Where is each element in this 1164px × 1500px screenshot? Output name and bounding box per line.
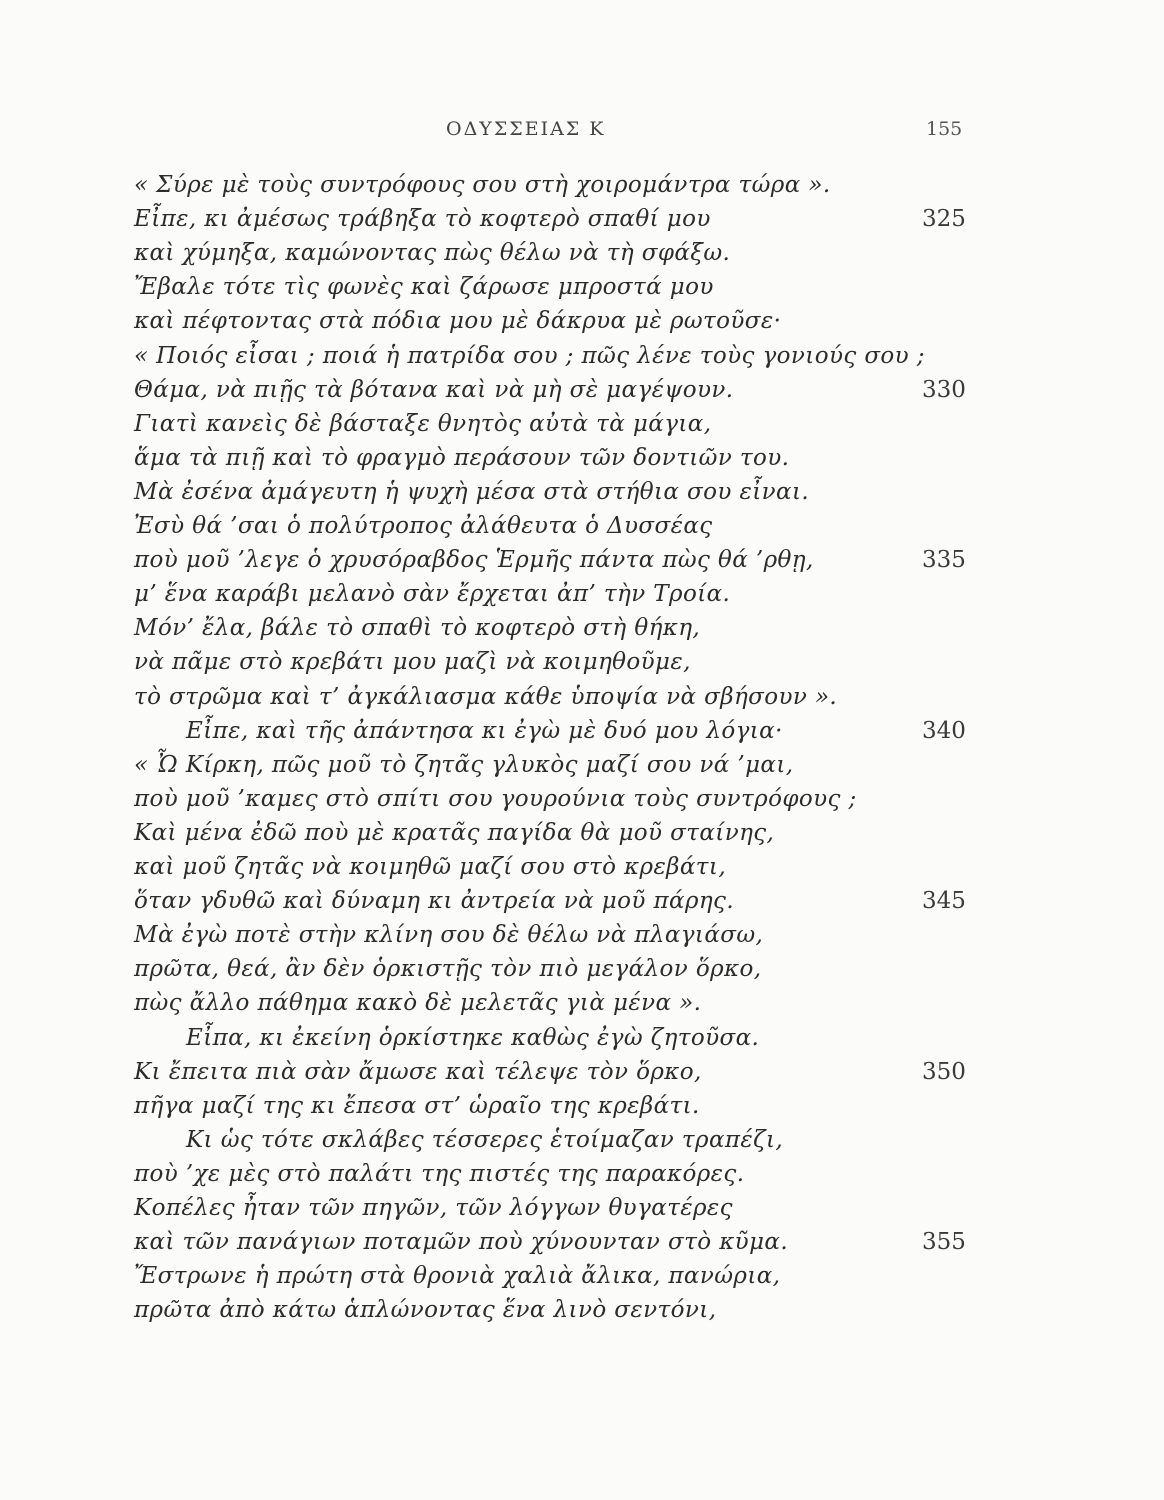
- verse-text: « Ποιός εἶσαι ; ποιά ἡ πατρίδα σου ; πῶς λένε τοὺς γονιούς σου ;: [134, 342, 925, 369]
- verse-text: « Σύρε μὲ τοὺς συντρόφους σου στὴ χοιρομάντρα τώρα ».: [134, 172, 831, 198]
- verse-line: [0, 1057, 1164, 1091]
- verse-line: [0, 511, 1164, 545]
- verse-line: [0, 1227, 1164, 1261]
- line-number: 355: [922, 1229, 966, 1256]
- verse-text: ὅταν γδυθῶ καὶ δύναμη κι ἀντρεία νὰ μοῦ πάρης.: [134, 888, 735, 915]
- verse-line: [0, 1261, 1164, 1295]
- running-head: [0, 118, 1164, 142]
- page-number: 155: [926, 118, 963, 140]
- running-title: ΟΔΥΣΣΕΙΑΣ Κ: [446, 118, 606, 140]
- verse-text: Μόν’ ἔλα, βάλε τὸ σπαθὶ τὸ κοφτερὸ στὴ θήκη,: [134, 615, 701, 642]
- verse-text: ἅμα τὰ πιῇ καὶ τὸ φραγμὸ περάσουν τῶν δοντιῶν του.: [134, 444, 790, 471]
- verse-line: [0, 477, 1164, 511]
- line-number: 335: [922, 547, 966, 574]
- verse-text: Μὰ ἐσένα ἀμάγευτη ἡ ψυχὴ μέσα στὰ στήθια σου εἶναι.: [134, 478, 810, 505]
- verse-line: [0, 443, 1164, 477]
- verse-text: Ἔστρωνε ἡ πρώτη στὰ θρονιὰ χαλιὰ ἄλικα, πανώρια,: [134, 1263, 781, 1290]
- verse-line: [0, 341, 1164, 375]
- verse-line: [0, 545, 1164, 579]
- line-number: 340: [922, 717, 966, 744]
- line-number: 350: [922, 1058, 966, 1085]
- verse-text: Κοπέλες ἦταν τῶν πηγῶν, τῶν λόγγων θυγατέρες: [134, 1195, 733, 1221]
- verse-line: [0, 375, 1164, 409]
- verse-text: καὶ μοῦ ζητᾶς νὰ κοιμηθῶ μαζί σου στὸ κρεβάτι,: [134, 854, 727, 880]
- verse-text: « Ὦ Κίρκη, πῶς μοῦ τὸ ζητᾶς γλυκὸς μαζί σου νά ’μαι,: [134, 751, 794, 778]
- verse-line: [0, 1091, 1164, 1125]
- verse-text: καὶ τῶν πανάγιων ποταμῶν ποὺ χύνουνταν στὸ κῦμα.: [134, 1229, 789, 1256]
- verse-line: [0, 954, 1164, 988]
- verse-line: [0, 988, 1164, 1022]
- verse-line: [0, 716, 1164, 750]
- verse-text: Εἶπα, κι ἐκείνη ὁρκίστηκε καθὼς ἐγὼ ζητοῦσα.: [186, 1024, 760, 1051]
- verse-line: [0, 784, 1164, 818]
- line-number: 325: [922, 206, 966, 233]
- verse-line: [0, 1159, 1164, 1193]
- verse-text: τὸ στρῶμα καὶ τ’ ἀγκάλιασμα κάθε ὑποψία νὰ σβήσουν ».: [134, 683, 838, 710]
- verse-text: Κι ὡς τότε σκλάβες τέσσερες ἑτοίμαζαν τραπέζι,: [186, 1126, 784, 1153]
- verse-text: Εἶπε, κι ἀμέσως τράβηξα τὸ κοφτερὸ σπαθί μου: [134, 206, 711, 233]
- verse-text: Καὶ μένα ἐδῶ ποὺ μὲ κρατᾶς παγίδα θὰ μοῦ σταίνης,: [134, 819, 775, 846]
- verse-text: πρῶτα, θεά, ἂν δὲν ὁρκιστῇς τὸν πιὸ μεγάλον ὅρκο,: [134, 956, 762, 983]
- verse-text: Ἔβαλε τότε τὶς φωνὲς καὶ ζάρωσε μπροστά μου: [134, 274, 714, 301]
- verse-text: μ’ ἕνα καράβι μελανὸ σὰν ἔρχεται ἀπ’ τὴν Τροία.: [134, 581, 731, 608]
- line-number: 330: [922, 376, 966, 403]
- verse-line: [0, 204, 1164, 238]
- verse-line: [0, 306, 1164, 340]
- verse-line: [0, 818, 1164, 852]
- line-number: 345: [922, 888, 966, 915]
- verse-line: [0, 1023, 1164, 1057]
- verse-text: πὼς ἄλλο πάθημα κακὸ δὲ μελετᾶς γιὰ μένα ».: [134, 990, 702, 1017]
- verse-text: Θάμα, νὰ πιῇς τὰ βότανα καὶ νὰ μὴ σὲ μαγέψουν.: [134, 376, 734, 403]
- verse-line: [0, 852, 1164, 886]
- verse-text: ποὺ μοῦ ’καμες στὸ σπίτι σου γουρούνια τοὺς συντρόφους ;: [134, 785, 857, 812]
- verse-line: [0, 579, 1164, 613]
- verse-text: Κι ἔπειτα πιὰ σὰν ἄμωσε καὶ τέλεψε τὸν ὅρκο,: [134, 1058, 702, 1085]
- verse-text: Ἐσὺ θά ’σαι ὁ πολύτροπος ἀλάθευτα ὁ Δυσσέας: [134, 513, 713, 539]
- verse-line: [0, 272, 1164, 306]
- verse-line: [0, 409, 1164, 443]
- verse-line: [0, 1295, 1164, 1329]
- verse-line: [0, 170, 1164, 204]
- verse-text: καὶ πέφτοντας στὰ πόδια μου μὲ δάκρυα μὲ ρωτοῦσε·: [134, 308, 782, 335]
- verse-text: Εἶπε, καὶ τῆς ἀπάντησα κι ἐγὼ μὲ δυό μου λόγια·: [186, 717, 783, 744]
- verse-text: πρῶτα ἀπὸ κάτω ἁπλώνοντας ἕνα λινὸ σεντόνι,: [134, 1297, 717, 1324]
- verse-text: νὰ πᾶμε στὸ κρεβάτι μου μαζὶ νὰ κοιμηθοῦμε,: [134, 649, 691, 676]
- verse-line: [0, 682, 1164, 716]
- verse-line: [0, 613, 1164, 647]
- verse-text: πῆγα μαζί της κι ἔπεσα στ’ ὡραῖο της κρεβάτι.: [134, 1092, 700, 1119]
- verse-line: [0, 750, 1164, 784]
- verse-line: [0, 238, 1164, 272]
- verse-line: [0, 1193, 1164, 1227]
- verse-line: [0, 920, 1164, 954]
- verse-text: Γιατὶ κανεὶς δὲ βάσταξε θνητὸς αὐτὰ τὰ μάγια,: [134, 410, 712, 437]
- verse-text: Μὰ ἐγὼ ποτὲ στὴν κλίνη σου δὲ θέλω νὰ πλαγιάσω,: [134, 922, 764, 949]
- verse-line: [0, 1125, 1164, 1159]
- verse-line: [0, 886, 1164, 920]
- verse-text: καὶ χύμηξα, καμώνοντας πὼς θέλω νὰ τὴ σφάξω.: [134, 240, 731, 267]
- verse-line: [0, 647, 1164, 681]
- verse-text: ποὺ μοῦ ’λεγε ὁ χρυσόραβδος Ἑρμῆς πάντα πὼς θά ’ρθῃ,: [134, 547, 814, 574]
- verse-text: ποὺ ’χε μὲς στὸ παλάτι της πιστές της παρακόρες.: [134, 1160, 745, 1187]
